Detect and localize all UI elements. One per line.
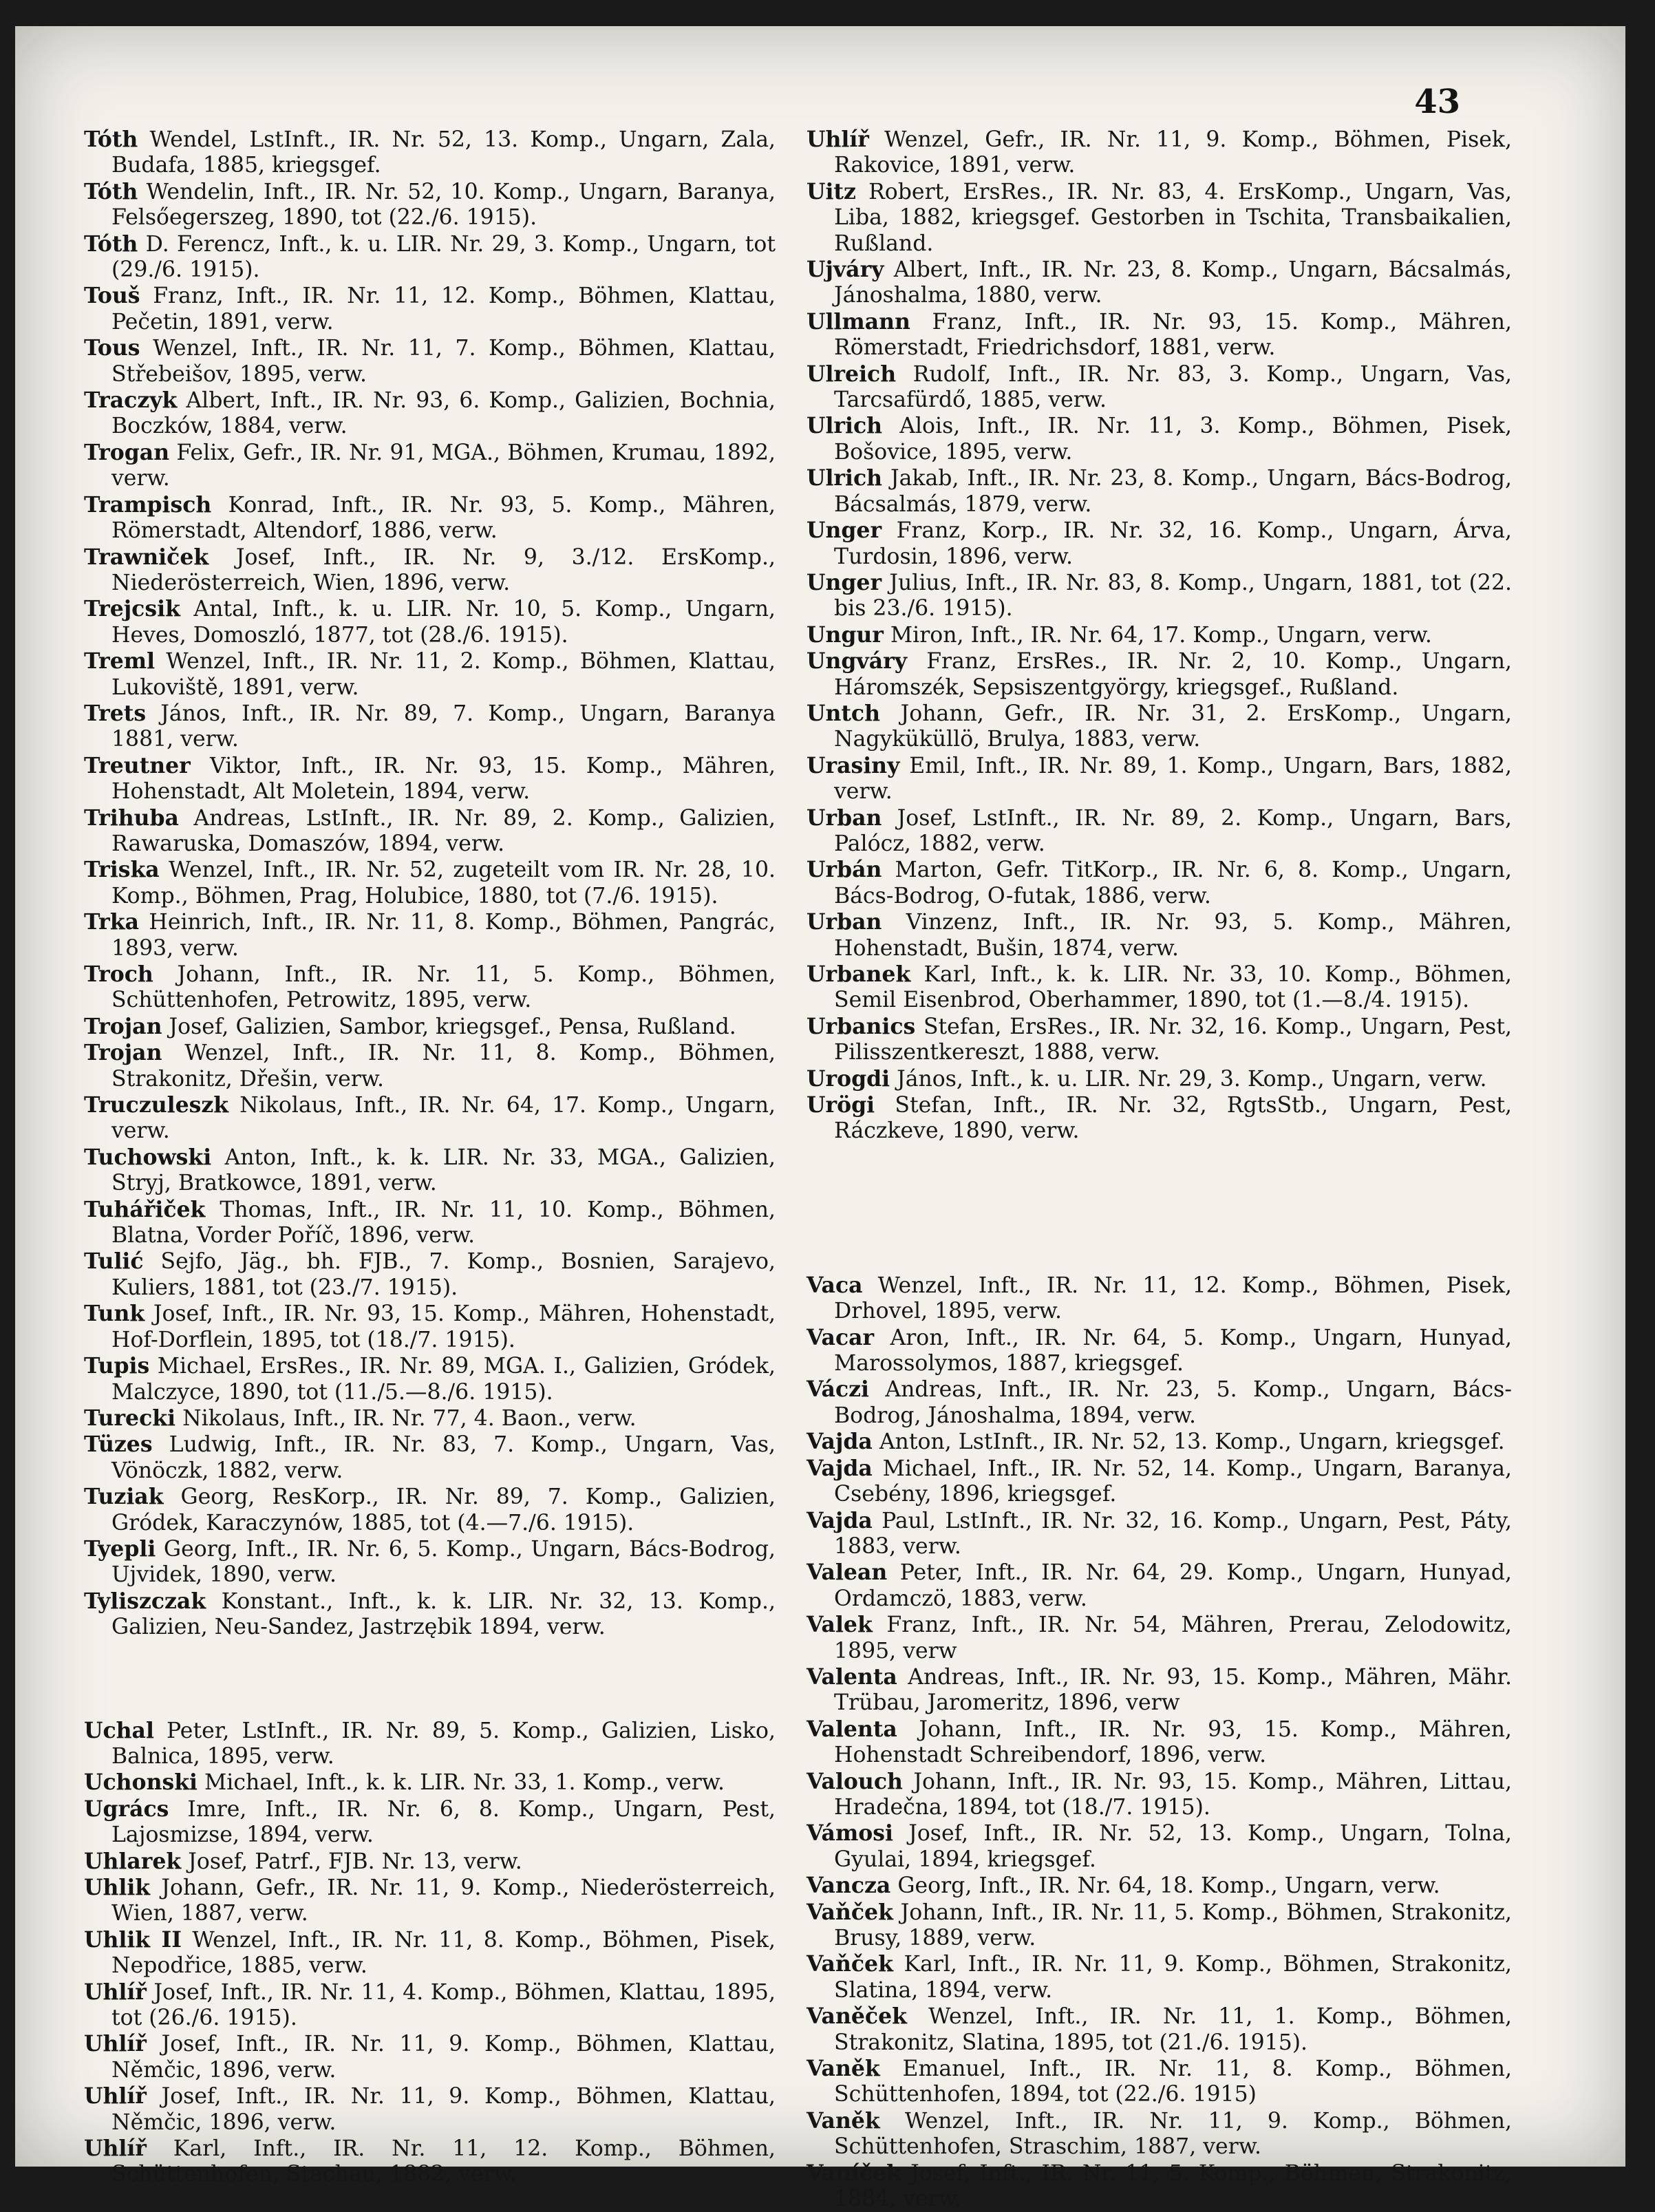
entry-details: Heinrich, Inft., IR. Nr. 11, 8. Komp., Böhmen, Pangrác, 1893, verw. (111, 910, 776, 961)
entry-surname: Uhlíř (84, 2136, 147, 2162)
register-entry (807, 1429, 1512, 1455)
entry-surname: Vaněk (807, 2056, 880, 2082)
entry-surname: Treml (84, 648, 156, 674)
register-entry (807, 1273, 1512, 1325)
entry-details: Johann, Gefr., IR. Nr. 31, 2. ErsKomp., Ungarn, Nagyküküllö, Brulya, 1883, verw. (834, 701, 1512, 752)
entry-surname: Ulrich (807, 413, 883, 439)
register-entry (84, 1353, 776, 1405)
entry-details: Julius, Inft., IR. Nr. 83, 8. Komp., Ungarn, 1881, tot (22. bis 23./6. 1915). (834, 570, 1513, 621)
entry-details: Franz, Korp., IR. Nr. 32, 16. Komp., Ungarn, Árva, Turdosin, 1896, verw. (834, 518, 1513, 569)
register-entry (84, 1536, 776, 1588)
entry-surname: Vaněk (807, 2107, 880, 2134)
register-entry (807, 1066, 1512, 1092)
entry-details: Peter, LstInft., IR. Nr. 89, 5. Komp., Galizien, Lisko, Balnica, 1895, verw. (111, 1718, 776, 1769)
register-entry (84, 335, 776, 387)
entry-details: Wendel, LstInft., IR. Nr. 52, 13. Komp., Ungarn, Zala, Budafa, 1885, kriegsgef. (111, 127, 776, 178)
right-column (807, 127, 1512, 2212)
entry-details: Konstant., Inft., k. k. LIR. Nr. 32, 13. Komp., Galizien, Neu-Sandez, Jastrzębik 1894, verw. (111, 1588, 776, 1640)
entry-details: Miron, Inft., IR. Nr. 64, 17. Komp., Ungarn, verw. (890, 622, 1432, 648)
entry-surname: Váczi (807, 1376, 869, 1403)
entry-surname: Tyepli (84, 1535, 156, 1562)
entry-details: Albert, Inft., IR. Nr. 93, 6. Komp., Galizien, Bochnia, Boczków, 1884, verw. (111, 388, 776, 439)
register-entry (807, 1508, 1512, 1560)
entry-surname: Vaňček (807, 1951, 893, 1977)
register-entry (84, 492, 776, 544)
entry-details: Karl, Inft., IR. Nr. 11, 9. Komp., Böhmen, Strakonitz, Slatina, 1894, verw. (834, 1952, 1513, 2003)
entry-details: Wenzel, Inft., IR. Nr. 11, 1. Komp., Böhmen, Strakonitz, Slatina, 1895, tot (21./6. 1915). (834, 2004, 1512, 2055)
entry-surname: Trawniček (84, 544, 209, 570)
entry-details: Franz, Inft., IR. Nr. 54, Mähren, Prerau, Zelodowitz, 1895, verw (834, 1613, 1512, 1663)
register-entry (807, 961, 1512, 1014)
entry-surname: Touš (84, 283, 140, 309)
entry-details: Konrad, Inft., IR. Nr. 93, 5. Komp., Mähren, Römerstadt, Altendorf, 1886, verw. (111, 492, 776, 544)
entry-details: Emanuel, Inft., IR. Nr. 11, 8. Komp., Böhmen, Schüttenhofen, 1894, tot (22./6. 1915) (834, 2056, 1513, 2107)
register-entry (84, 283, 776, 335)
entry-details: Stefan, ErsRes., IR. Nr. 32, 16. Komp., Ungarn, Pest, Pilisszentkereszt, 1888, verw. (834, 1014, 1513, 1065)
entry-surname: Tupis (84, 1353, 150, 1379)
section-gap (84, 1641, 776, 1718)
register-entry (807, 465, 1512, 518)
entry-group-t (84, 127, 776, 1641)
entry-surname: Ungváry (807, 648, 908, 674)
entry-surname: Urbanics (807, 1013, 916, 1039)
entry-surname: Tuziak (84, 1484, 164, 1510)
entry-details: Josef, Inft., IR. Nr. 11, 4. Komp., Böhmen, Klattau, 1895, tot (26./6. 1915). (111, 1979, 776, 2031)
entry-details: Nikolaus, Inft., IR. Nr. 77, 4. Baon., verw. (182, 1405, 637, 1431)
entry-surname: Vajda (807, 1455, 873, 1481)
register-entry (84, 1301, 776, 1353)
entry-surname: Ullmann (807, 308, 910, 334)
register-entry (84, 753, 776, 805)
register-entry (84, 1927, 776, 1979)
entry-details: Johann, Inft., IR. Nr. 93, 15. Komp., Mähren, Hohenstadt Schreibendorf, 1896, verw. (834, 1716, 1513, 1768)
register-entry (84, 648, 776, 701)
entry-details: Imre, Inft., IR. Nr. 6, 8. Komp., Ungarn, Pest, Lajosmizse, 1894, verw. (111, 1796, 776, 1848)
register-entry (807, 2108, 1512, 2160)
register-entry (807, 1376, 1512, 1429)
entry-details: Johann, Inft., IR. Nr. 11, 5. Komp., Böhmen, Schüttenhofen, Petrowitz, 1895, verw. (111, 962, 776, 1013)
register-entry (807, 622, 1512, 648)
entry-surname: Unger (807, 518, 882, 544)
document-page (15, 26, 1625, 2212)
entry-details: Andreas, Inft., IR. Nr. 93, 15. Komp., Mähren, Mähr. Trübau, Jaromeritz, 1896, verw (834, 1664, 1512, 1716)
entry-group-v (807, 1273, 1512, 2212)
register-entry (84, 1092, 776, 1145)
register-entry (807, 1014, 1512, 1066)
entry-surname: Tóth (84, 178, 138, 204)
register-entry (807, 361, 1512, 414)
entry-surname: Tóth (84, 127, 138, 152)
entry-details: Nikolaus, Inft., IR. Nr. 64, 17. Komp., Ungarn, verw. (111, 1093, 776, 1144)
register-entry (807, 518, 1512, 570)
entry-details: Josef, LstInft., IR. Nr. 89, 2. Komp., Ungarn, Bars, Palócz, 1882, verw. (834, 805, 1513, 856)
entry-details: Peter, Inft., IR. Nr. 64, 29. Komp., Ungarn, Hunyad, Ordamczö, 1883, verw. (834, 1560, 1512, 1611)
register-entry (84, 596, 776, 648)
entry-details: Anton, Inft., k. k. LIR. Nr. 33, MGA., Galizien, Stryj, Bratkowce, 1891, verw. (111, 1145, 776, 1196)
entry-details: János, Inft., IR. Nr. 89, 7. Komp., Ungarn, Baranya 1881, verw. (111, 701, 776, 752)
entry-surname: Uhlíř (84, 2031, 147, 2057)
register-entry (84, 2136, 776, 2188)
register-entry (807, 179, 1512, 257)
register-entry (84, 1849, 776, 1875)
entry-surname: Valenta (807, 1663, 897, 1690)
entry-details: Ludwig, Inft., IR. Nr. 83, 7. Komp., Ungarn, Vas, Vönöczk, 1882, verw. (111, 1432, 776, 1483)
register-entry (84, 1796, 776, 1849)
entry-surname: Valenta (807, 1716, 897, 1742)
entry-details: Antal, Inft., k. u. LIR. Nr. 10, 5. Komp., Ungarn, Heves, Domoszló, 1877, tot (28./6. 1915). (111, 597, 776, 648)
entry-details: Josef, Inft., IR. Nr. 11, 9. Komp., Böhmen, Klattau, Němčic, 1896, verw. (111, 2084, 776, 2135)
register-entry (84, 179, 776, 231)
entry-surname: Ujváry (807, 257, 884, 283)
entry-details: Franz, ErsRes., IR. Nr. 2, 10. Komp., Ungarn, Háromszék, Sepsiszentgyörgy, kriegsgef., Rußland. (834, 649, 1513, 700)
entry-surname: Uhlik (84, 1875, 151, 1900)
entry-surname: Trojan (84, 1040, 162, 1066)
entry-surname: Vaněček (807, 2003, 907, 2030)
register-entry (807, 909, 1512, 961)
page-number: 43 (1414, 83, 1460, 121)
entry-surname: Triska (84, 857, 160, 883)
entry-surname: Vacar (807, 1324, 875, 1350)
entry-details: Wenzel, Inft., IR. Nr. 11, 9. Komp., Böhmen, Schüttenhofen, Straschim, 1887, verw. (834, 2108, 1512, 2160)
entry-details: Josef, Inft., IR. Nr. 52, 13. Komp., Ungarn, Tolna, Gyulai, 1894, kriegsgef. (834, 1821, 1512, 1872)
entry-details: Robert, ErsRes., IR. Nr. 83, 4. ErsKomp., Ungarn, Vas, Liba, 1882, kriegsgef. Gestorben in Tschita, Transbaikalien, Rußland. (834, 179, 1513, 256)
entry-surname: Ulrich (807, 465, 883, 491)
entry-details: Josef, Inft., IR. Nr. 93, 15. Komp., Mähren, Hohenstadt, Hof-Dorflein, 1895, tot (18./7. 1915). (111, 1301, 776, 1352)
entry-surname: Vajda (807, 1429, 873, 1455)
entry-surname: Ungur (807, 621, 884, 648)
entry-surname: Untch (807, 700, 881, 726)
register-entry (84, 1718, 776, 1770)
entry-surname: Tüzes (84, 1432, 153, 1458)
entry-details: Georg, ResKorp., IR. Nr. 89, 7. Komp., Galizien, Gródek, Karaczynów, 1885, tot (4.—7./6. 1915). (111, 1485, 776, 1535)
register-entry (84, 805, 776, 858)
register-entry (84, 2031, 776, 2083)
section-gap (807, 1145, 1512, 1273)
register-entry (84, 2083, 776, 2136)
entry-surname: Uitz (807, 178, 856, 204)
register-entry (807, 648, 1512, 701)
entry-details: Wenzel, Inft., IR. Nr. 11, 8. Komp., Böhmen, Strakonitz, Dřešin, verw. (111, 1041, 776, 1092)
entry-surname: Trogan (84, 439, 170, 465)
register-entry (807, 1664, 1512, 1716)
entry-surname: Tuhářiček (84, 1196, 206, 1222)
register-entry (84, 387, 776, 440)
entry-details: Josef, Inft., IR. Nr. 9, 3./12. ErsKomp., Niederösterreich, Wien, 1896, verw. (111, 544, 776, 595)
entry-details: Andreas, Inft., IR. Nr. 23, 5. Komp., Ungarn, Bács-Bodrog, Jánoshalma, 1894, verw. (834, 1377, 1512, 1428)
entry-surname: Traczyk (84, 387, 178, 414)
entry-surname: Treutner (84, 752, 191, 778)
register-entry (807, 753, 1512, 805)
entry-details: Anton, LstInft., IR. Nr. 52, 13. Komp., Ungarn, kriegsgef. (879, 1429, 1505, 1455)
entry-surname: Trejcsik (84, 596, 180, 622)
entry-surname: Trka (84, 909, 139, 935)
register-entry (807, 1951, 1512, 2003)
entry-surname: Trihuba (84, 805, 179, 831)
register-entry (807, 127, 1512, 179)
entry-surname: Vaníček (807, 2160, 901, 2186)
entry-details: Franz, Inft., IR. Nr. 93, 15. Komp., Mähren, Römerstadt, Friedrichsdorf, 1881, verw. (834, 309, 1513, 361)
register-entry (84, 1588, 776, 1641)
entry-details: Rudolf, Inft., IR. Nr. 83, 3. Komp., Ungarn, Vas, Tarcsafürdő, 1885, verw. (834, 361, 1513, 413)
entry-details: Josef, Inft., IR. Nr. 11, 9. Komp., Böhmen, Klattau, Němčic, 1896, verw. (111, 2032, 776, 2083)
entry-details: Johann, Inft., IR. Nr. 93, 15. Komp., Mähren, Littau, Hradečna, 1894, tot (18./7. 1915). (834, 1769, 1512, 1820)
register-entry (807, 413, 1512, 465)
register-entry (807, 1716, 1512, 1769)
entry-surname: Uchal (84, 1717, 154, 1743)
register-entry (807, 1873, 1512, 1899)
entry-details: Johann, Gefr., IR. Nr. 11, 9. Komp., Niederösterreich, Wien, 1887, verw. (111, 1875, 776, 1926)
register-entry (84, 1484, 776, 1536)
entry-details: Georg, Inft., IR. Nr. 6, 5. Komp., Ungarn, Bács-Bodrog, Ujvidek, 1890, verw. (111, 1536, 776, 1588)
register-entry (84, 1769, 776, 1796)
entry-surname: Ugrács (84, 1796, 169, 1822)
entry-details: Franz, Inft., IR. Nr. 11, 12. Komp., Böhmen, Klattau, Pečetin, 1891, verw. (111, 284, 776, 334)
register-entry (84, 544, 776, 597)
entry-details: Wendelin, Inft., IR. Nr. 52, 10. Komp., Ungarn, Baranya, Felsőegerszeg, 1890, tot (22./6. 1915). (111, 179, 776, 231)
register-entry (807, 2056, 1512, 2108)
register-entry (84, 1014, 776, 1040)
register-entry (807, 1325, 1512, 1377)
register-entry (807, 1820, 1512, 1873)
entry-details: Josef, Inft., IR. Nr. 11, 5. Komp., Böhmen, Strakonitz, 1884, verw. (834, 2160, 1512, 2212)
entry-details: Josef, Patrf., FJB. Nr. 13, verw. (188, 1849, 522, 1874)
entry-details: Stefan, Inft., IR. Nr. 32, RgtsStb., Ungarn, Pest, Ráczkeve, 1890, verw. (834, 1093, 1512, 1144)
entry-details: Paul, LstInft., IR. Nr. 32, 16. Komp., Ungarn, Pest, Páty, 1883, verw. (834, 1508, 1512, 1559)
entry-surname: Vámosi (807, 1820, 893, 1847)
entry-surname: Urban (807, 909, 882, 935)
entry-surname: Trampisch (84, 491, 212, 518)
register-entry (84, 1875, 776, 1927)
entry-details: Albert, Inft., IR. Nr. 23, 8. Komp., Ungarn, Bácsalmás, Jánoshalma, 1880, verw. (834, 257, 1513, 308)
entry-surname: Tyliszczak (84, 1588, 206, 1614)
register-entry (807, 2160, 1512, 2212)
entry-surname: Unger (807, 569, 882, 595)
register-entry (807, 1612, 1512, 1664)
register-entry (807, 1769, 1512, 1821)
register-entry (84, 1405, 776, 1432)
entry-surname: Vaňček (807, 1899, 893, 1925)
register-entry (807, 857, 1512, 909)
entry-details: Andreas, LstInft., IR. Nr. 89, 2. Komp., Galizien, Rawaruska, Domaszów, 1894, verw. (111, 805, 776, 856)
register-entry (84, 440, 776, 492)
entry-details: Wenzel, Inft., IR. Nr. 11, 2. Komp., Böhmen, Klattau, Lukoviště, 1891, verw. (111, 649, 776, 700)
entry-surname: Valouch (807, 1768, 903, 1794)
entry-details: Felix, Gefr., IR. Nr. 91, MGA., Böhmen, Krumau, 1892, verw. (111, 440, 776, 491)
entry-details: Emil, Inft., IR. Nr. 89, 1. Komp., Ungarn, Bars, 1882, verw. (834, 753, 1513, 805)
register-entry (807, 701, 1512, 753)
register-entry (807, 570, 1512, 622)
entry-surname: Urban (807, 805, 882, 831)
register-entry (84, 961, 776, 1014)
entry-surname: Vancza (807, 1873, 891, 1899)
register-entry (84, 127, 776, 179)
register-entry (84, 1040, 776, 1092)
register-entry (807, 2003, 1512, 2056)
entry-details: Karl, Inft., IR. Nr. 11, 12. Komp., Böhmen, Schüttenhofen, Stachau, 1882, verw. (111, 2136, 776, 2187)
entry-surname: Valek (807, 1612, 873, 1638)
register-entry (807, 1092, 1512, 1145)
entry-surname: Urbanek (807, 961, 911, 987)
entry-surname: Uchonski (84, 1769, 197, 1796)
register-entry (84, 1197, 776, 1249)
entry-details: Wenzel, Inft., IR. Nr. 52, zugeteilt vom IR. Nr. 28, 10. Komp., Böhmen, Prag, Holubice, 1880, tot (7./6. 1915). (111, 858, 776, 908)
register-entry (84, 231, 776, 284)
entry-surname: Uhlíř (84, 1979, 147, 2005)
entry-surname: Uhlarek (84, 1848, 182, 1874)
entry-surname: Valean (807, 1560, 888, 1586)
entry-surname: Truczuleszk (84, 1092, 229, 1118)
entry-details: Jakab, Inft., IR. Nr. 23, 8. Komp., Ungarn, Bács-Bodrog, Bácsalmás, 1879, verw. (834, 466, 1512, 517)
entry-surname: Troch (84, 961, 153, 987)
register-entry (807, 805, 1512, 858)
entry-details: Wenzel, Gefr., IR. Nr. 11, 9. Komp., Böhmen, Pisek, Rakovice, 1891, verw. (834, 127, 1512, 178)
register-entry (807, 309, 1512, 361)
register-entry (84, 1432, 776, 1484)
entry-details: D. Ferencz, Inft., k. u. LIR. Nr. 29, 3. Komp., Ungarn, tot (29./6. 1915). (111, 231, 776, 283)
entry-group-u (84, 1718, 776, 2188)
entry-surname: Tóth (84, 231, 138, 257)
register-entry (807, 257, 1512, 309)
register-entry (807, 1456, 1512, 1508)
entry-surname: Vaca (807, 1272, 863, 1298)
entry-details: Michael, Inft., IR. Nr. 52, 14. Komp., Ungarn, Baranya, Csebény, 1896, kriegsgef. (834, 1456, 1512, 1507)
entry-details: Michael, ErsRes., IR. Nr. 89, MGA. I., Galizien, Gródek, Malczyce, 1890, tot (11./5.—8./6. 1915). (111, 1354, 776, 1405)
entry-surname: Tulić (84, 1248, 144, 1275)
entry-surname: Urasiny (807, 752, 900, 778)
entry-surname: Vajda (807, 1507, 873, 1533)
register-entry (84, 1979, 776, 2032)
entry-details: Thomas, Inft., IR. Nr. 11, 10. Komp., Böhmen, Blatna, Vorder Poříč, 1896, verw. (111, 1197, 776, 1248)
entry-surname: Tuchowski (84, 1144, 212, 1170)
entry-details: Wenzel, Inft., IR. Nr. 11, 8. Komp., Böhmen, Pisek, Nepodřice, 1885, verw. (111, 1927, 776, 1979)
entry-surname: Tunk (84, 1301, 145, 1327)
register-entry (84, 1145, 776, 1197)
left-column (84, 127, 776, 2188)
register-entry (807, 1560, 1512, 1612)
entry-details: Josef, Galizien, Sambor, kriegsgef., Pensa, Rußland. (169, 1014, 736, 1039)
entry-surname: Trojan (84, 1013, 162, 1039)
register-entry (84, 857, 776, 909)
entry-details: János, Inft., k. u. LIR. Nr. 29, 3. Komp., Ungarn, verw. (897, 1066, 1487, 1092)
entry-surname: Urogdi (807, 1065, 890, 1092)
register-entry (84, 1248, 776, 1301)
entry-details: Wenzel, Inft., IR. Nr. 11, 7. Komp., Böhmen, Klattau, Střebeišov, 1895, verw. (111, 336, 776, 387)
entry-surname: Uhlíř (807, 127, 869, 152)
entry-surname: Turecki (84, 1405, 176, 1431)
entry-surname: Uhlíř (84, 2083, 147, 2109)
entry-details: Sejfo, Jäg., bh. FJB., 7. Komp., Bosnien, Sarajevo, Kuliers, 1881, tot (23./7. 1915). (111, 1249, 776, 1300)
entry-details: Wenzel, Inft., IR. Nr. 11, 12. Komp., Böhmen, Pisek, Drhovel, 1895, verw. (834, 1273, 1512, 1324)
register-entry (84, 909, 776, 961)
entry-details: Alois, Inft., IR. Nr. 11, 3. Komp., Böhmen, Pisek, Bošovice, 1895, verw. (834, 414, 1513, 465)
entry-surname: Tous (84, 335, 140, 361)
entry-details: Marton, Gefr. TitKorp., IR. Nr. 6, 8. Komp., Ungarn, Bács-Bodrog, O-futak, 1886, verw. (834, 858, 1512, 908)
entry-surname: Urbán (807, 857, 882, 883)
entry-surname: Uhlik II (84, 1926, 182, 1953)
entry-details: Vinzenz, Inft., IR. Nr. 93, 5. Komp., Mähren, Hohenstadt, Bušin, 1874, verw. (834, 910, 1512, 961)
entry-details: Karl, Inft., k. k. LIR. Nr. 33, 10. Komp., Böhmen, Semil Eisenbrod, Oberhammer, 1890, tot (1.—8./4. 1915). (834, 962, 1513, 1013)
entry-details: Johann, Inft., IR. Nr. 11, 5. Komp., Böhmen, Strakonitz, Brusy, 1889, verw. (834, 1900, 1512, 1950)
register-entry (807, 1900, 1512, 1952)
entry-details: Viktor, Inft., IR. Nr. 93, 15. Komp., Mähren, Hohenstadt, Alt Moletein, 1894, verw. (111, 753, 776, 805)
entry-details: Georg, Inft., IR. Nr. 64, 18. Komp., Ungarn, verw. (897, 1873, 1440, 1899)
entry-details: Michael, Inft., k. k. LIR. Nr. 33, 1. Komp., verw. (204, 1770, 725, 1796)
entry-details: Aron, Inft., IR. Nr. 64, 5. Komp., Ungarn, Hunyad, Marossolymos, 1887, kriegsgef. (834, 1325, 1513, 1376)
register-entry (84, 701, 776, 753)
entry-surname: Urögi (807, 1092, 875, 1118)
entry-group-u (807, 127, 1512, 1145)
entry-surname: Trets (84, 700, 147, 726)
entry-surname: Ulreich (807, 361, 897, 387)
